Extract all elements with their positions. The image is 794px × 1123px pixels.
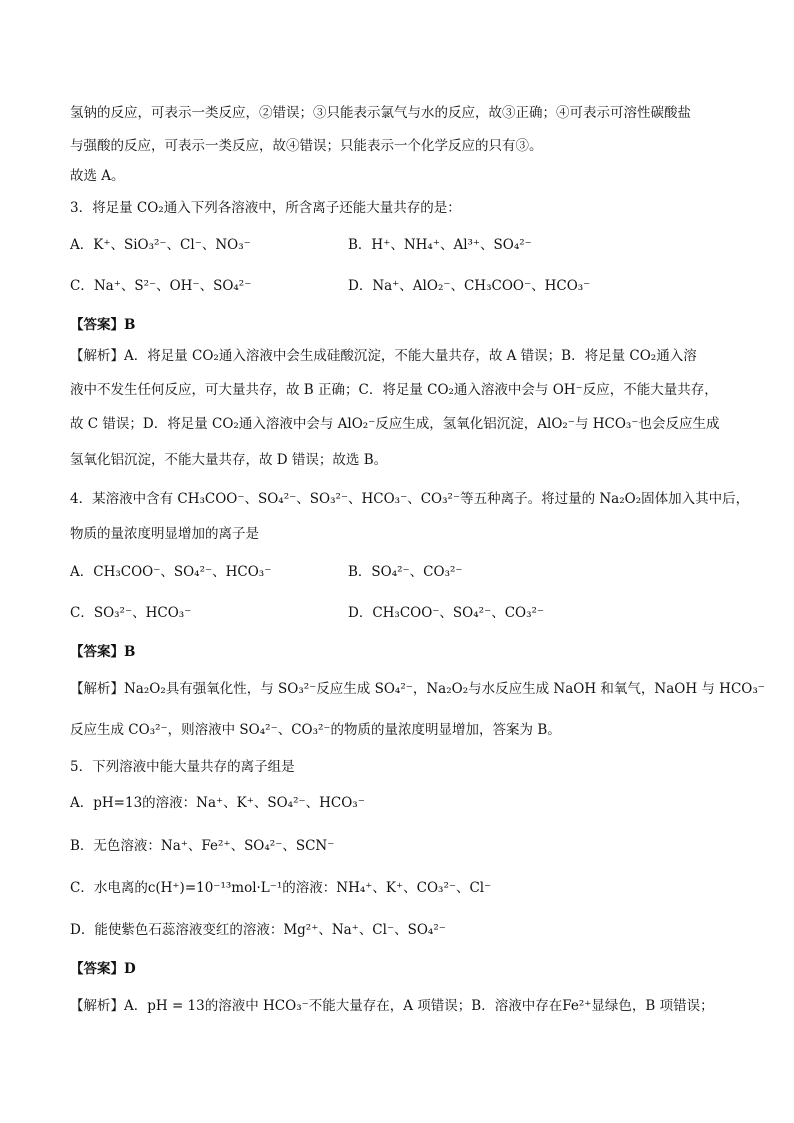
l1: 氢钠的反应，可表示一类反应，②错误；③只能表示氯气与水的反应，故③正确；④可表示可溶性碳酸盐 (70, 105, 691, 121)
l2: 与强酸的反应，可表示一类反应，故④错误；只能表示一个化学反应的只有③。 (70, 138, 543, 154)
q3-explain-1: 【解析】A．将足量 CO₂通入溶液中会生成硅酸沉淀，不能大量共存，故 A 错误；B．将足量 CO₂通入溶 (70, 348, 697, 364)
q3-option-c: C．Na⁺、S²⁻、OH⁻、SO₄²⁻ (70, 278, 252, 294)
q3-explain-3: 故 C 错误；D．将足量 CO₂通入溶液中会与 AlO₂⁻反应生成，氢氧化铝沉淀，AlO₂⁻与 HCO₃⁻也会反应生成 (70, 416, 720, 432)
q5-option-b: B．无色溶液：Na⁺、Fe²⁺、SO₄²⁻、SCN⁻ (70, 838, 335, 854)
l3: 故选 A。 (70, 168, 125, 184)
q4-explain-1: 【解析】Na₂O₂具有强氧化性，与 SO₃²⁻反应生成 SO₄²⁻，Na₂O₂与水反应生成 NaOH 和氧气，NaOH 与 HCO₃⁻ (70, 681, 765, 697)
q5-option-a: A．pH=13的溶液：Na⁺、K⁺、SO₄²⁻、HCO₃⁻ (70, 795, 365, 811)
q4-option-c: C．SO₃²⁻、HCO₃⁻ (70, 605, 192, 621)
q4-answer: 【答案】B (70, 644, 136, 660)
q3-explain-4: 氢氧化铝沉淀，不能大量共存，故 D 错误；故选 B。 (70, 452, 388, 468)
q3-option-a: A．K⁺、SiO₃²⁻、Cl⁻、NO₃⁻ (70, 237, 251, 253)
q4-option-b: B．SO₄²⁻、CO₃²⁻ (348, 564, 463, 580)
q5-answer: 【答案】D (70, 961, 136, 977)
q3-option-b: B．H⁺、NH₄⁺、Al³⁺、SO₄²⁻ (348, 237, 532, 253)
q4-option-a: A．CH₃COO⁻、SO₄²⁻、HCO₃⁻ (70, 564, 272, 580)
q4-stem-1: 4．某溶液中含有 CH₃COO⁻、SO₄²⁻、SO₃²⁻、HCO₃⁻、CO₃²⁻等五种离子。将过量的 Na₂O₂固体加入其中后， (70, 491, 750, 507)
q4-option-d: D．CH₃COO⁻、SO₄²⁻、CO₃²⁻ (348, 605, 545, 621)
q3-option-d: D．Na⁺、AlO₂⁻、CH₃COO⁻、HCO₃⁻ (348, 278, 591, 294)
q4-explain-2: 反应生成 CO₃²⁻，则溶液中 SO₄²⁻、CO₃²⁻的物质的量浓度明显增加，答案为 B。 (70, 722, 561, 738)
q5-explain-1: 【解析】A．pH = 13的溶液中 HCO₃⁻不能大量存在，A 项错误；B．溶液中存在Fe²⁺显绿色，B 项错误； (70, 998, 714, 1014)
q5-option-c: C．水电离的c(H⁺)=10⁻¹³mol·L⁻¹的溶液：NH₄⁺、K⁺、CO₃²⁻、Cl⁻ (70, 880, 492, 896)
q3-answer: 【答案】B (70, 317, 136, 333)
q3-stem: 3．将足量 CO₂通入下列各溶液中，所含离子还能大量共存的是： (70, 200, 461, 216)
q4-stem-2: 物质的量浓度明显增加的离子是 (70, 526, 259, 542)
q5-option-d: D．能使紫色石蕊溶液变红的溶液：Mg²⁺、Na⁺、Cl⁻、SO₄²⁻ (70, 922, 446, 938)
q5-stem: 5．下列溶液中能大量共存的离子组是 (70, 759, 295, 775)
q3-explain-2: 液中不发生任何反应，可大量共存，故 B 正确；C．将足量 CO₂通入溶液中会与 OH⁻反应，不能大量共存， (70, 382, 718, 398)
